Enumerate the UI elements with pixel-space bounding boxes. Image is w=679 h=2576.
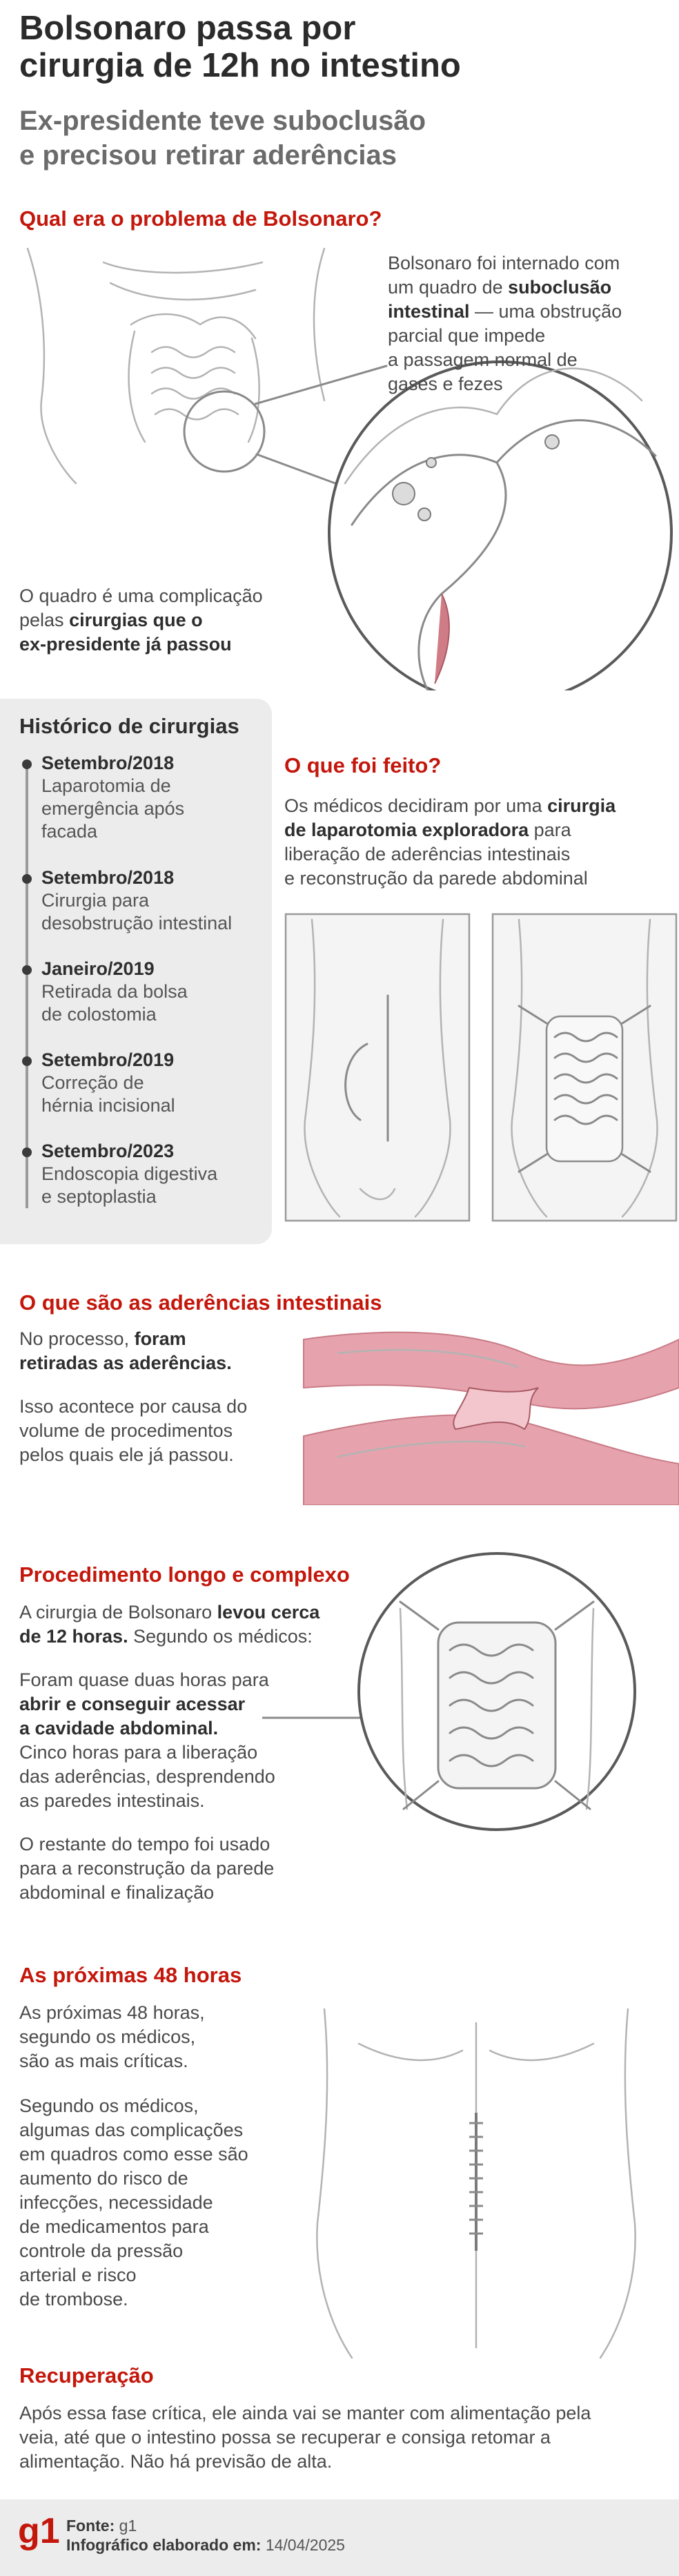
problem-description: [388, 251, 664, 396]
done-heading: O que foi feito?: [284, 753, 442, 777]
title-line-2: cirurgia de 12h no intestino: [19, 47, 461, 84]
torso-left-outline: [28, 249, 76, 483]
open-cavity: [547, 1016, 622, 1161]
done-description: [284, 794, 671, 891]
procedure-heading: Procedimento longo e complexo: [19, 1562, 350, 1587]
timeline-date: Janeiro/2019: [41, 958, 155, 979]
subtitle-line-2: e precisou retirar aderências: [19, 140, 397, 171]
next48-line: em quadros como esse são: [19, 2144, 248, 2165]
procedure-bold: levou cerca: [217, 1602, 320, 1623]
timeline-dot: [22, 1056, 32, 1066]
footer-credits: [66, 2516, 345, 2555]
timeline-desc: e septoplastia: [41, 1186, 157, 1207]
problem-desc-bold: suboclusão: [508, 277, 612, 298]
next48-description: [19, 2001, 282, 2312]
timeline-desc: Cirurgia para: [41, 890, 150, 911]
timeline-item: [41, 866, 269, 935]
procedure-bold: abrir e conseguir acessar: [19, 1694, 246, 1714]
adhesions-line: pelos quais ele já passou.: [19, 1444, 234, 1465]
next48-line: arterial e risco: [19, 2265, 137, 2285]
chest-line: [490, 2044, 593, 2060]
title-line-1: Bolsonaro passa por: [19, 10, 356, 47]
surgery-zoom-illustration: [262, 1547, 679, 1850]
recovery-line: veia, até que o intestino possa se recuperar e consiga retomar a: [19, 2427, 551, 2448]
stomach-line: [110, 283, 255, 300]
problem-desc-line: gases e fezes: [388, 374, 503, 394]
subtitle-line-1: Ex-presidente teve suboclusão: [19, 106, 426, 136]
problem-note: [19, 584, 309, 657]
next48-line: algumas das complicações: [19, 2120, 244, 2140]
adhesions-bold: foram: [134, 1328, 186, 1349]
procedure-line: A cirurgia de Bolsonaro: [19, 1602, 217, 1623]
problem-note-bold: ex-presidente já passou: [19, 634, 232, 655]
timeline-dot: [22, 1147, 32, 1157]
timeline-desc: Correção de: [41, 1072, 144, 1093]
recovery-description: [19, 2401, 668, 2474]
next48-line: de medicamentos para: [19, 2216, 209, 2237]
timeline-desc: Endoscopia digestiva: [41, 1163, 218, 1184]
timeline-item: [41, 1048, 269, 1117]
procedure-bold: a cavidade abdominal.: [19, 1718, 219, 1739]
chest-line: [359, 2044, 462, 2060]
procedure-line: das aderências, desprendendo: [19, 1766, 275, 1787]
next48-line: aumento do risco de: [19, 2168, 188, 2189]
problem-note-bold: cirurgias que o: [69, 610, 203, 630]
adhesion-illustration: [297, 1298, 679, 1505]
recovery-line: Após essa fase crítica, ele ainda vai se manter com alimentação pela: [19, 2403, 591, 2423]
rib-line: [104, 262, 262, 273]
gas-bubble: [545, 435, 559, 449]
problem-desc-line: — uma obstrução: [469, 301, 622, 322]
done-bold: de laparotomia exploradora: [284, 820, 529, 840]
adhesions-line: volume de procedimentos: [19, 1420, 233, 1441]
zoom-large-circle: [329, 362, 671, 690]
adhesions-description: [19, 1327, 295, 1467]
problem-desc-bold: intestinal: [388, 301, 470, 322]
problem-desc-line: um quadro de: [388, 277, 509, 298]
footer-source-value: g1: [119, 2517, 137, 2535]
gas-bubble: [418, 508, 431, 521]
next48-line: infecções, necessidade: [19, 2192, 213, 2213]
timeline-item: [41, 751, 269, 843]
page-subtitle: [19, 104, 661, 173]
procedure-line: O restante do tempo foi usado: [19, 1834, 270, 1854]
footer-made-value: 14/04/2025: [265, 2536, 345, 2554]
procedure-line: abdominal e finalização: [19, 1882, 215, 1903]
gas-bubble: [426, 458, 436, 467]
recovery-line: alimentação. Não há previsão de alta.: [19, 2451, 333, 2472]
adhesions-heading: O que são as aderências intestinais: [19, 1290, 382, 1315]
problem-desc-line: a passagem normal de: [388, 349, 578, 370]
next48-line: de trombose.: [19, 2289, 128, 2309]
procedure-line: Foram quase duas horas para: [19, 1669, 269, 1690]
timeline-desc: de colostomia: [41, 1004, 157, 1025]
problem-note-line: pelas: [19, 610, 70, 630]
done-line: para: [529, 820, 571, 840]
surgery-history-heading: Histórico de cirurgias: [19, 714, 239, 738]
colon-left: [129, 331, 145, 442]
next48-line: são as mais críticas.: [19, 2051, 188, 2071]
done-line: liberação de aderências intestinais: [284, 844, 571, 864]
recovery-heading: Recuperação: [19, 2363, 154, 2388]
small-intestine-loops: [152, 347, 238, 420]
procedure-line: Cinco horas para a liberação: [19, 1742, 258, 1763]
timeline-line: [26, 766, 28, 1208]
adhesions-bold: retiradas as aderências.: [19, 1353, 232, 1373]
torso-outline: [600, 2009, 636, 2358]
timeline-desc: facada: [41, 821, 98, 842]
problem-note-line: O quadro é uma complicação: [19, 585, 263, 606]
colon-right: [248, 338, 259, 442]
abdomen-panel-before: [286, 914, 469, 1221]
timeline-date: Setembro/2018: [41, 753, 175, 773]
torso-front-illustration: [276, 2002, 679, 2361]
timeline-desc: Laparotomia de: [41, 775, 171, 796]
procedure-line: Segundo os médicos:: [128, 1626, 313, 1647]
next48-line: controle da pressão: [19, 2240, 184, 2261]
torso-outline: [317, 2009, 352, 2358]
timeline-item: [41, 957, 269, 1026]
next48-heading: As próximas 48 horas: [19, 1963, 242, 1987]
footer-made-label: Infográfico elaborado em:: [66, 2536, 262, 2554]
timeline-item: [41, 1139, 269, 1208]
footer-source-label: Fonte:: [66, 2517, 115, 2535]
gas-bubble: [393, 483, 415, 505]
torso-right-outline: [314, 249, 324, 400]
problem-heading: Qual era o problema de Bolsonaro?: [19, 206, 382, 231]
timeline-dot: [22, 759, 32, 769]
timeline-dot: [22, 965, 32, 975]
procedure-bold: de 12 horas.: [19, 1626, 128, 1647]
adhesions-line: No processo,: [19, 1328, 135, 1349]
g1-logo: g1: [18, 2511, 60, 2551]
zoom-connector-top: [255, 366, 386, 404]
next48-line: As próximas 48 horas,: [19, 2002, 205, 2023]
procedure-line: para a reconstrução da parede: [19, 1858, 275, 1879]
done-line: Os médicos decidiram por uma: [284, 795, 548, 816]
timeline-desc: Retirada da bolsa: [41, 981, 188, 1002]
colon-top: [131, 314, 255, 338]
timeline-date: Setembro/2018: [41, 867, 175, 888]
problem-desc-line: parcial que impede: [388, 325, 546, 346]
done-line: e reconstrução da parede abdominal: [284, 868, 588, 889]
next48-line: segundo os médicos,: [19, 2026, 196, 2047]
timeline-desc: hérnia incisional: [41, 1095, 175, 1116]
abdomen-comparison-illustration: [284, 913, 678, 1223]
procedure-line: as paredes intestinais.: [19, 1790, 205, 1811]
timeline-date: Setembro/2019: [41, 1049, 175, 1070]
problem-desc-line: Bolsonaro foi internado com: [388, 253, 620, 273]
timeline-dot: [22, 874, 32, 884]
next48-line: Segundo os médicos,: [19, 2095, 199, 2116]
page-title: [19, 10, 661, 84]
timeline-desc: emergência após: [41, 798, 185, 819]
done-bold: cirurgia: [547, 795, 616, 816]
timeline-date: Setembro/2023: [41, 1141, 175, 1161]
intestine-tube-bottom: [304, 1415, 679, 1505]
timeline-desc: desobstrução intestinal: [41, 913, 233, 933]
adhesions-line: Isso acontece por causa do: [19, 1396, 248, 1417]
